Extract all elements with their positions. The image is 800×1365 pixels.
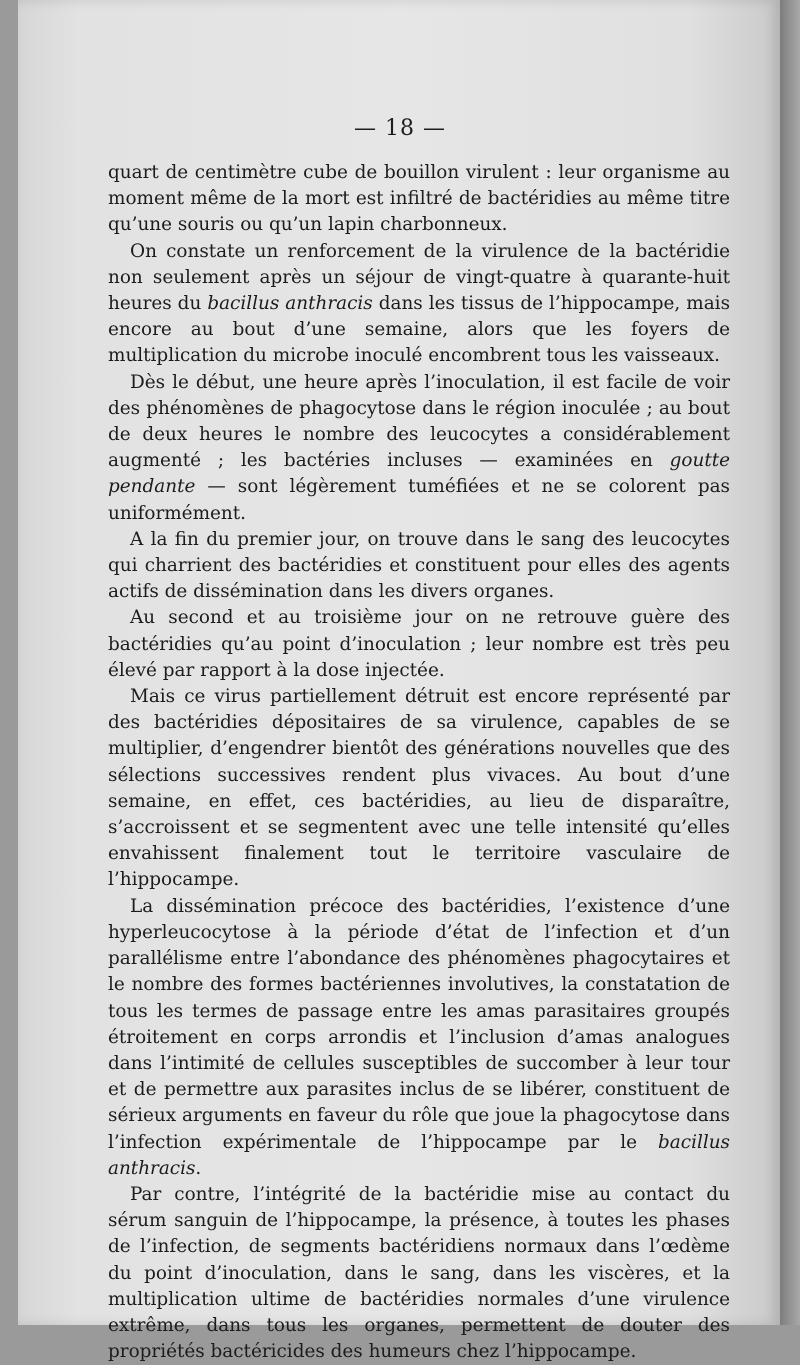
- paragraph-2-text-after: dans les tissus de l’hippocampe, mais encore au bout d’une semaine, alors que les foyers de multiplication du microbe inoculé encombrent tous les vaisseaux.: [108, 293, 731, 367]
- paragraph-3: [108, 370, 730, 527]
- page-number: — 18 —: [354, 116, 446, 141]
- page-edge-shadow: [780, 0, 800, 1325]
- paragraph-1: quart de centimètre cube de bouillon virulent : leur organisme au moment même de la mort est infiltré de bactéridies au même titre qu’une souris ou qu’un lapin charbonneux.: [108, 162, 730, 236]
- paragraph-8: Par contre, l’intégrité de la bactéridie mise au contact du sérum sanguin de l’hippocampe, la présence, à toutes les phases de l’infection, de segments bactéridiens normaux dans l’œdème du point d’inoculation, dans le sang, dans les viscères, et la multiplication ultime de bactéridies normales d’une virulence extrême, dans tous les organes, permettent de douter des propriétés bactéricides des humeurs chez l’hippocampe.: [108, 1183, 730, 1363]
- paragraph-7-text-after: .: [195, 1157, 202, 1179]
- paragraph-7: [108, 894, 730, 1182]
- paragraph-3-text-after: — sont légèrement tuméfiées et ne se colorent pas uniformément.: [108, 476, 730, 524]
- paragraph-7-text-before: La dissémination précoce des bactéridies, l’existence d’une hyperleucocytose à la période d’état de l’infection et d’un parallélisme entre l’abondance des phénomènes phagocytaires et le nombre des formes bactériennes involutives, la constatation de tous les termes de passage entre les amas parasitaires groupés étroitement en corps arrondis et l’inclusion d’amas analogues dans l’intimité de cellules susceptibles de succomber à leur tour et de permettre aux parasites inclus de se libérer, constituent de sérieux arguments en faveur du rôle que joue la phagocytose dans l’infection expérimentale de l’hippocampe par le: [108, 895, 730, 1153]
- paragraph-4: A la fin du premier jour, on trouve dans le sang des leucocytes qui charrient des bactéridies et constituent pour elles des agents actifs de dissémination dans les divers organes.: [108, 528, 730, 603]
- paragraph-3-text-before: Dès le début, une heure après l’inoculation, il est facile de voir des phénomènes de phagocytose dans le région inoculée ; au bout de deux heures le nombre des leucocytes a considérablement augmenté ; les bactéries incluses — examinées en: [108, 371, 730, 472]
- paragraph-2-italic-term: bacillus anthracis: [207, 293, 373, 315]
- body-text: [108, 160, 730, 1365]
- paragraph-5: Au second et au troisième jour on ne retrouve guère des bactéridies qu’au point d’inoculation ; leur nombre est très peu élevé par rapport à la dose injectée.: [108, 607, 730, 681]
- paragraph-2-text-before: On constate un renforcement de la virulence de la bactéridie non seulement après un séjour de vingt-quatre à quarante-huit heures du: [108, 240, 730, 315]
- paragraph-7-italic-term: bacillus anthracis: [108, 1131, 730, 1179]
- paragraph-2: [108, 239, 730, 370]
- paragraph-3-italic-term: goutte pendante: [108, 450, 730, 498]
- paragraph-6: Mais ce virus partiellement détruit est encore représenté par des bactéridies dépositaires de sa virulence, capables de se multiplier, d’engendrer bientôt des générations nouvelles que des sélections successives rendent plus vivaces. Au bout d’une semaine, en effet, ces bactéridies, au lieu de disparaître, s’accroissent et se segmentent avec une telle intensité qu’elles envahissent finalement tout le territoire vasculaire de l’hippocampe.: [108, 686, 730, 891]
